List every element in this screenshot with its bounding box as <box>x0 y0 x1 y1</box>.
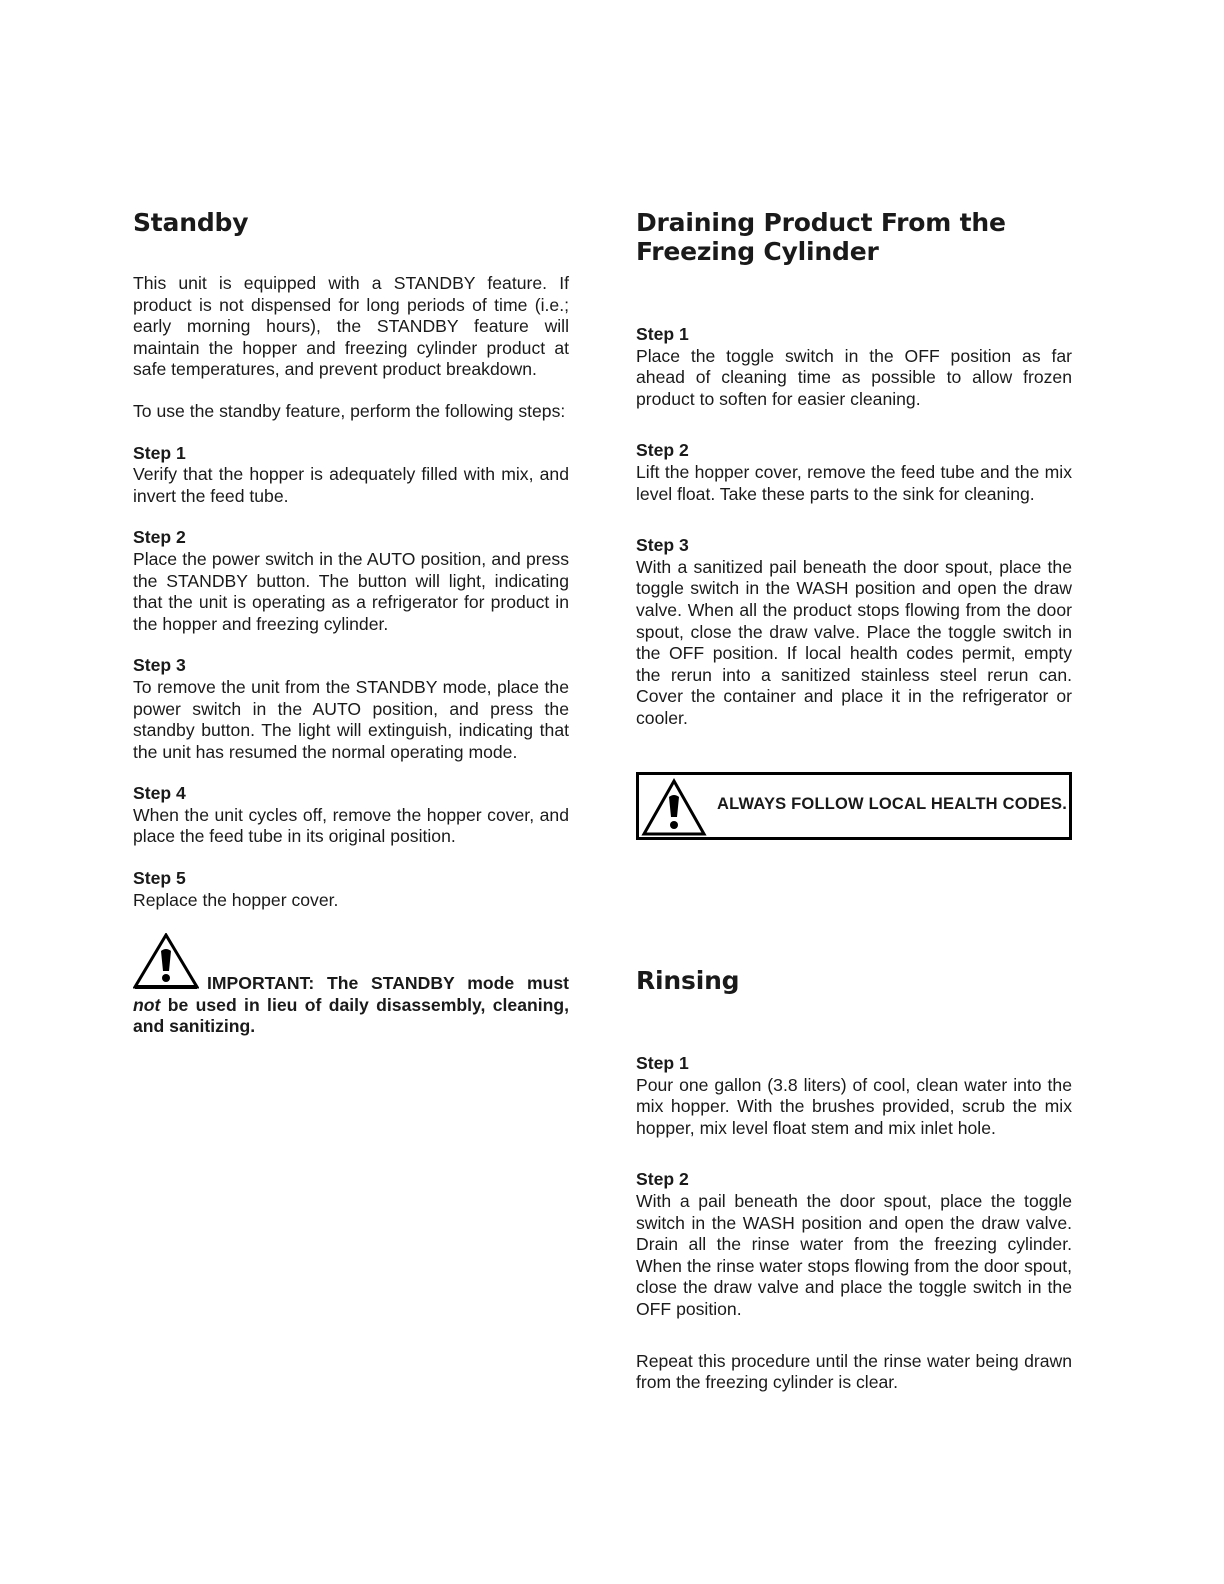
standby-title: Standby <box>133 208 249 237</box>
step-text: To remove the unit from the STANDBY mode, place the power switch in the AUTO position, and press the standby button. The light will extinguish, indicating that the unit has resumed the normal operating mode. <box>133 676 569 762</box>
standby-step-4 <box>133 783 569 848</box>
step-label: Step 4 <box>133 783 186 804</box>
step-label: Step 1 <box>133 442 186 463</box>
standby-step-3 <box>133 655 569 763</box>
standby-intro-2: To use the standby feature, perform the following steps: <box>133 400 566 421</box>
rinsing-title: Rinsing <box>636 966 740 995</box>
draining-step-3 <box>636 535 1072 729</box>
standby-intro: This unit is equipped with a STANDBY feature. If product is not dispensed for long periods of time (i.e.; early morning hours), the STANDBY feature will maintain the hopper and freezing cylinder product at safe temperatures, and prevent product breakdown. <box>133 273 569 380</box>
draining-title-line-2: Freezing Cylinder <box>636 237 879 266</box>
step-text: Place the power switch in the AUTO position, and press the STANDBY button. The button will light, indicating that the unit is operating as a refrigerator for product in the hopper and freezing cylinder. <box>133 548 569 634</box>
rinsing-section <box>636 966 1072 1394</box>
step-text: Lift the hopper cover, remove the feed tube and the mix level float. Take these parts to the sink for cleaning. <box>636 461 1072 504</box>
standby-step-5 <box>133 868 569 911</box>
important-rest: be used in lieu of daily disassembly, cleaning, and sanitizing. <box>133 994 569 1037</box>
step-label: Step 2 <box>636 440 689 461</box>
draining-section <box>636 208 1072 730</box>
draining-step-1 <box>636 324 1072 410</box>
rinsing-outro: Repeat this procedure until the rinse water being drawn from the freezing cylinder is clear. <box>636 1350 1072 1393</box>
draining-step-2 <box>636 440 1072 505</box>
health-codes-warning <box>636 772 1072 840</box>
step-text: When the unit cycles off, remove the hopper cover, and place the feed tube in its original position. <box>133 804 569 847</box>
step-text: Pour one gallon (3.8 liters) of cool, clean water into the mix hopper. With the brushes provided, scrub the mix hopper, mix level float stem and mix inlet hole. <box>636 1074 1072 1138</box>
draining-title-line-1: Draining Product From the <box>636 208 1006 237</box>
standby-step-2 <box>133 527 569 635</box>
standby-section <box>133 206 569 1038</box>
step-text: Place the toggle switch in the OFF position as far ahead of cleaning time as possible to allow frozen product to soften for easier cleaning. <box>636 345 1072 409</box>
step-label: Step 1 <box>636 324 689 344</box>
step-text: Replace the hopper cover. <box>133 889 339 910</box>
step-label: Step 2 <box>636 1169 689 1190</box>
rinsing-step-2 <box>636 1169 1072 1320</box>
step-label: Step 5 <box>133 868 186 889</box>
warning-text: ALWAYS FOLLOW LOCAL HEALTH CODES. <box>717 795 1068 813</box>
important-lead: IMPORTANT: The STANDBY mode must <box>207 973 569 994</box>
warning-icon <box>641 777 707 837</box>
step-text: With a sanitized pail beneath the door spout, place the toggle switch in the WASH position and open the draw valve. When all the product stops flowing from the door spout, close the draw valve. Place the toggle switch in the OFF position. If local health codes permit, empty the rerun into a sanitized stainless steel rerun can. Cover the container and place it in the refrigerator or cooler. <box>636 556 1072 728</box>
standby-step-1 <box>133 443 569 508</box>
warning-icon <box>133 933 199 989</box>
step-text: Verify that the hopper is adequately filled with mix, and invert the feed tube. <box>133 464 569 506</box>
step-label: Step 2 <box>133 527 186 548</box>
step-label: Step 3 <box>636 535 689 556</box>
rinsing-step-1 <box>636 1053 1072 1139</box>
important-notice <box>133 933 569 1038</box>
step-text: With a pail beneath the door spout, place the toggle switch in the WASH position and open the draw valve. Drain all the rinse water from the freezing cylinder. When the rinse water stops flowing from the door spout, close the draw valve and place the toggle switch in the OFF position. <box>636 1190 1072 1319</box>
important-emphasis: not <box>133 994 161 1015</box>
step-label: Step 1 <box>636 1053 689 1073</box>
step-label: Step 3 <box>133 655 186 676</box>
